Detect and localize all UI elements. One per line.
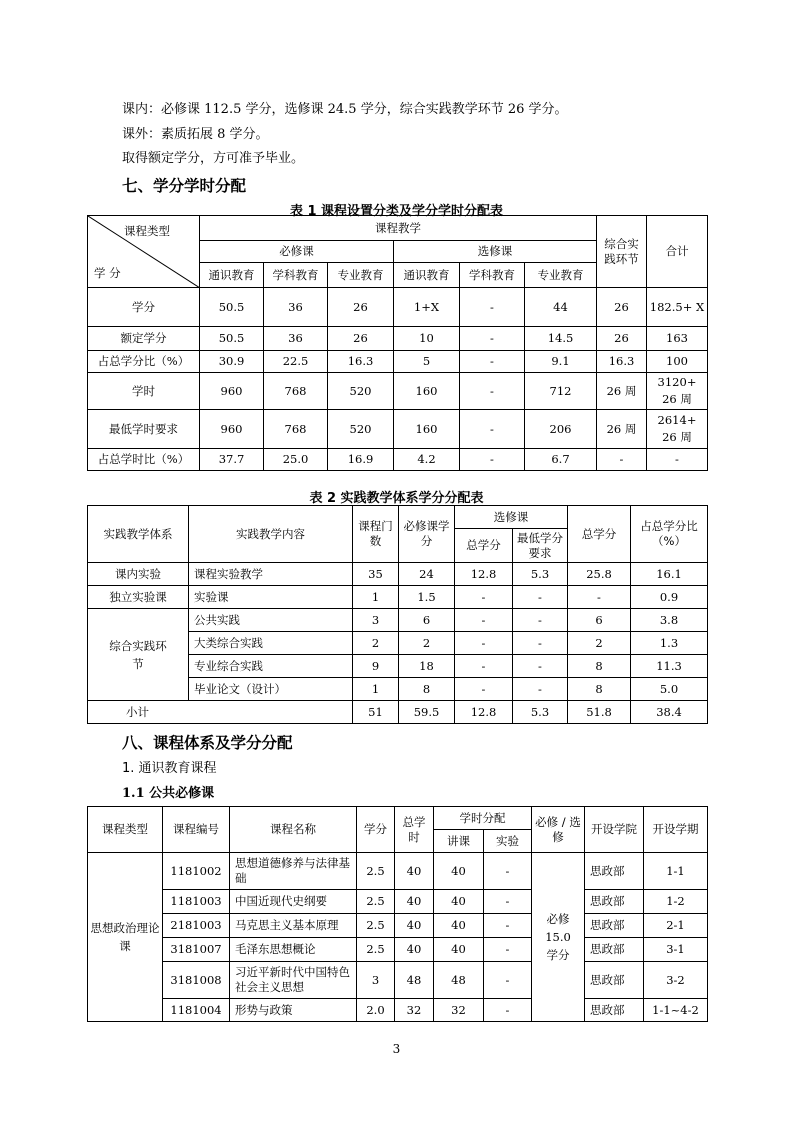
college-cell: 思政部 bbox=[585, 938, 644, 962]
credit-header: 学分 bbox=[357, 807, 395, 853]
cell: - bbox=[513, 678, 568, 701]
cell: 16.3 bbox=[597, 351, 647, 373]
lab-header: 实验 bbox=[484, 830, 532, 853]
cell: 2 bbox=[399, 632, 455, 655]
subheader: 专业教育 bbox=[328, 263, 394, 288]
content-cell: 课程实验教学 bbox=[189, 563, 353, 586]
course-teaching-header: 课程教学 bbox=[200, 216, 597, 241]
cell: 2.0 bbox=[357, 999, 395, 1022]
college-cell: 思政部 bbox=[585, 853, 644, 890]
section-8-heading: 八、课程体系及学分分配 bbox=[122, 734, 293, 752]
code-cell: 3181007 bbox=[163, 938, 230, 962]
cell: 2.5 bbox=[357, 853, 395, 890]
cell: 6 bbox=[399, 609, 455, 632]
cell: 960 bbox=[200, 373, 264, 410]
content-header: 实践教学内容 bbox=[189, 506, 353, 563]
code-cell: 1181004 bbox=[163, 999, 230, 1022]
cell: 3 bbox=[357, 962, 395, 999]
name-cell: 思想道德修养与法律基础 bbox=[230, 853, 357, 890]
content-cell: 大类综合实践 bbox=[189, 632, 353, 655]
cell: - bbox=[647, 449, 708, 471]
cell: 26 周 bbox=[597, 373, 647, 410]
cell: 2614+ 26 周 bbox=[647, 410, 708, 449]
total-header: 合计 bbox=[647, 216, 708, 288]
content-cell: 专业综合实践 bbox=[189, 655, 353, 678]
cell: 2 bbox=[568, 632, 631, 655]
cell: 51.8 bbox=[568, 701, 631, 724]
content-cell: 毕业论文（设计） bbox=[189, 678, 353, 701]
table-row bbox=[88, 327, 708, 351]
row-label: 占总学时比（%） bbox=[88, 449, 200, 471]
cell: 26 bbox=[328, 327, 394, 351]
table-row bbox=[88, 288, 708, 327]
cell: 35 bbox=[353, 563, 399, 586]
cell: 32 bbox=[434, 999, 484, 1022]
cell: - bbox=[484, 999, 532, 1022]
table-row bbox=[88, 449, 708, 471]
page-number: 3 bbox=[392, 1042, 401, 1056]
hours-header: 总学时 bbox=[395, 807, 434, 853]
req-cell bbox=[532, 853, 585, 1022]
table-row bbox=[88, 609, 708, 632]
cell: 25.8 bbox=[568, 563, 631, 586]
cell: 206 bbox=[525, 410, 597, 449]
row-label: 额定学分 bbox=[88, 327, 200, 351]
cell: 48 bbox=[395, 962, 434, 999]
subsection-1-heading: 1. 通识教育课程 bbox=[122, 761, 217, 776]
table-row bbox=[88, 853, 708, 890]
name-cell: 形势与政策 bbox=[230, 999, 357, 1022]
subheader: 学科教育 bbox=[460, 263, 525, 288]
credit-allocation-table bbox=[87, 215, 708, 471]
cell: 36 bbox=[264, 327, 328, 351]
code-cell: 3181008 bbox=[163, 962, 230, 999]
cell: 6 bbox=[568, 609, 631, 632]
elective-total-header: 总学分 bbox=[455, 529, 513, 563]
name-cell: 中国近现代史纲要 bbox=[230, 890, 357, 914]
subsection-1-1-heading: 1.1 公共必修课 bbox=[122, 786, 215, 801]
alloc-header: 学时分配 bbox=[434, 807, 532, 830]
name-cell: 毛泽东思想概论 bbox=[230, 938, 357, 962]
min-req-header: 最低学分要求 bbox=[513, 529, 568, 563]
cell: - bbox=[597, 449, 647, 471]
cell: - bbox=[460, 351, 525, 373]
cell: 12.8 bbox=[455, 563, 513, 586]
cell: 8 bbox=[568, 655, 631, 678]
table-1-caption: 表 1 课程设置分类及学分学时分配表 bbox=[289, 204, 504, 219]
name-cell: 马克思主义基本原理 bbox=[230, 914, 357, 938]
college-cell: 思政部 bbox=[585, 962, 644, 999]
cell: 40 bbox=[434, 853, 484, 890]
cell: 22.5 bbox=[264, 351, 328, 373]
cell: 16.3 bbox=[328, 351, 394, 373]
cell: 8 bbox=[568, 678, 631, 701]
cell: 5.3 bbox=[513, 563, 568, 586]
code-cell: 1181003 bbox=[163, 890, 230, 914]
college-cell: 思政部 bbox=[585, 914, 644, 938]
subheader: 专业教育 bbox=[525, 263, 597, 288]
cell: 24 bbox=[399, 563, 455, 586]
cell: 11.3 bbox=[631, 655, 708, 678]
cell: 26 bbox=[328, 288, 394, 327]
cell: 10 bbox=[394, 327, 460, 351]
cell: - bbox=[455, 609, 513, 632]
cell: 59.5 bbox=[399, 701, 455, 724]
cell: 16.9 bbox=[328, 449, 394, 471]
college-header: 开设学院 bbox=[585, 807, 644, 853]
type-header: 课程类型 bbox=[88, 807, 163, 853]
cell: 50.5 bbox=[200, 288, 264, 327]
cell: 9 bbox=[353, 655, 399, 678]
cell: - bbox=[455, 586, 513, 609]
cell: 1.3 bbox=[631, 632, 708, 655]
cell: 2.5 bbox=[357, 890, 395, 914]
corner-top-label: 课程类型 bbox=[124, 224, 170, 238]
cell: - bbox=[568, 586, 631, 609]
cell: - bbox=[484, 962, 532, 999]
table-row bbox=[88, 373, 708, 410]
cell: 40 bbox=[395, 914, 434, 938]
cell: 32 bbox=[395, 999, 434, 1022]
req-label: 必修 15.0 学分 bbox=[545, 912, 571, 962]
sum-header: 总学分 bbox=[568, 506, 631, 563]
table-row bbox=[88, 586, 708, 609]
cell: 40 bbox=[434, 890, 484, 914]
cell: 768 bbox=[264, 373, 328, 410]
cell: 18 bbox=[399, 655, 455, 678]
cell: 1 bbox=[353, 586, 399, 609]
cell: 40 bbox=[395, 890, 434, 914]
cell: 48 bbox=[434, 962, 484, 999]
cell: - bbox=[513, 609, 568, 632]
term-header: 开设学期 bbox=[644, 807, 708, 853]
name-header: 课程名称 bbox=[230, 807, 357, 853]
cell: 40 bbox=[434, 914, 484, 938]
table-row bbox=[88, 563, 708, 586]
row-label: 占总学分比（%） bbox=[88, 351, 200, 373]
practice-credit-table bbox=[87, 505, 708, 724]
lecture-header: 讲课 bbox=[434, 830, 484, 853]
corner-bottom-label: 学 分 bbox=[94, 266, 121, 280]
cell: 2 bbox=[353, 632, 399, 655]
cell: - bbox=[460, 288, 525, 327]
cell: 8 bbox=[399, 678, 455, 701]
cell: 26 bbox=[597, 327, 647, 351]
intro-line-3: 取得额定学分，方可准予毕业。 bbox=[122, 151, 305, 166]
course-type-label: 思想政治理论课 bbox=[90, 921, 160, 953]
content-cell: 实验课 bbox=[189, 586, 353, 609]
cell: 44 bbox=[525, 288, 597, 327]
cell: - bbox=[455, 632, 513, 655]
cell: 5 bbox=[394, 351, 460, 373]
code-cell: 1181002 bbox=[163, 853, 230, 890]
college-cell: 思政部 bbox=[585, 999, 644, 1022]
code-cell: 2181003 bbox=[163, 914, 230, 938]
cell: 160 bbox=[394, 373, 460, 410]
cell: 5.0 bbox=[631, 678, 708, 701]
term-cell: 1-1 bbox=[644, 853, 708, 890]
elective-header: 选修课 bbox=[455, 506, 568, 529]
cell: - bbox=[484, 938, 532, 962]
system-cell: 独立实验课 bbox=[88, 586, 189, 609]
term-cell: 1-2 bbox=[644, 890, 708, 914]
cell: 38.4 bbox=[631, 701, 708, 724]
cell: 2.5 bbox=[357, 938, 395, 962]
system-cell: 课内实验 bbox=[88, 563, 189, 586]
cell: 16.1 bbox=[631, 563, 708, 586]
table-row bbox=[88, 999, 708, 1022]
subheader: 学科教育 bbox=[264, 263, 328, 288]
cell: 51 bbox=[353, 701, 399, 724]
cell: - bbox=[460, 449, 525, 471]
table-row bbox=[88, 410, 708, 449]
term-cell: 1-1~4-2 bbox=[644, 999, 708, 1022]
college-cell: 思政部 bbox=[585, 890, 644, 914]
cell: 5.3 bbox=[513, 701, 568, 724]
cell: - bbox=[460, 410, 525, 449]
cell: 26 周 bbox=[597, 410, 647, 449]
system-header: 实践教学体系 bbox=[88, 506, 189, 563]
table-2-caption: 表 2 实践教学体系学分分配表 bbox=[309, 491, 484, 506]
system-cell-label: 综合实践环节 bbox=[109, 638, 167, 671]
required-credit-header: 必修课学分 bbox=[399, 506, 455, 563]
cell: - bbox=[484, 890, 532, 914]
section-7-heading: 七、学分学时分配 bbox=[122, 177, 247, 195]
cell: 520 bbox=[328, 373, 394, 410]
row-label: 学时 bbox=[88, 373, 200, 410]
cell: 1+X bbox=[394, 288, 460, 327]
row-label: 最低学时要求 bbox=[88, 410, 200, 449]
practice-header: 综合实践环节 bbox=[597, 216, 647, 288]
cell: - bbox=[460, 327, 525, 351]
term-cell: 3-1 bbox=[644, 938, 708, 962]
cell: 960 bbox=[200, 410, 264, 449]
table-row bbox=[88, 962, 708, 999]
cell: 160 bbox=[394, 410, 460, 449]
subheader: 通识教育 bbox=[200, 263, 264, 288]
cell: 100 bbox=[647, 351, 708, 373]
cell: 3 bbox=[353, 609, 399, 632]
required-header: 必修课 bbox=[200, 241, 394, 263]
term-cell: 3-2 bbox=[644, 962, 708, 999]
cell: 2.5 bbox=[357, 914, 395, 938]
cell: - bbox=[513, 655, 568, 678]
cell: 14.5 bbox=[525, 327, 597, 351]
cell: 50.5 bbox=[200, 327, 264, 351]
intro-line-2: 课外：素质拓展 8 学分。 bbox=[122, 127, 269, 142]
cell: - bbox=[484, 914, 532, 938]
cell: 25.0 bbox=[264, 449, 328, 471]
cell: 30.9 bbox=[200, 351, 264, 373]
cell: 6.7 bbox=[525, 449, 597, 471]
cell: 768 bbox=[264, 410, 328, 449]
req-header: 必修 / 选修 bbox=[532, 807, 585, 853]
code-header: 课程编号 bbox=[163, 807, 230, 853]
intro-line-1: 课内：必修课 112.5 学分，选修课 24.5 学分，综合实践教学环节 26 学分。 bbox=[122, 102, 568, 117]
cell: 26 bbox=[597, 288, 647, 327]
cell: 1.5 bbox=[399, 586, 455, 609]
table-row bbox=[88, 914, 708, 938]
cell: 3.8 bbox=[631, 609, 708, 632]
cell: 4.2 bbox=[394, 449, 460, 471]
system-cell bbox=[88, 609, 189, 701]
elective-header: 选修课 bbox=[394, 241, 597, 263]
subtotal-label: 小计 bbox=[88, 701, 353, 724]
content-cell: 公共实践 bbox=[189, 609, 353, 632]
corner-cell bbox=[88, 216, 200, 288]
cell: 9.1 bbox=[525, 351, 597, 373]
row-label: 学分 bbox=[88, 288, 200, 327]
cell: 40 bbox=[395, 938, 434, 962]
cell: 163 bbox=[647, 327, 708, 351]
cell: 40 bbox=[434, 938, 484, 962]
table-row bbox=[88, 890, 708, 914]
cell: - bbox=[513, 586, 568, 609]
cell: 36 bbox=[264, 288, 328, 327]
cell: 520 bbox=[328, 410, 394, 449]
count-header: 课程门数 bbox=[353, 506, 399, 563]
subtotal-row bbox=[88, 701, 708, 724]
table-row bbox=[88, 351, 708, 373]
cell: 182.5+ X bbox=[647, 288, 708, 327]
cell: 712 bbox=[525, 373, 597, 410]
cell: - bbox=[455, 678, 513, 701]
cell: - bbox=[460, 373, 525, 410]
table-row bbox=[88, 938, 708, 962]
ratio-header: 占总学分比（%） bbox=[631, 506, 708, 563]
cell: - bbox=[484, 853, 532, 890]
cell: 0.9 bbox=[631, 586, 708, 609]
cell: - bbox=[455, 655, 513, 678]
cell: 1 bbox=[353, 678, 399, 701]
subheader: 通识教育 bbox=[394, 263, 460, 288]
course-type-cell bbox=[88, 853, 163, 1022]
cell: - bbox=[513, 632, 568, 655]
public-required-course-table bbox=[87, 806, 708, 1022]
cell: 37.7 bbox=[200, 449, 264, 471]
cell: 40 bbox=[395, 853, 434, 890]
cell: 3120+ 26 周 bbox=[647, 373, 708, 410]
name-cell: 习近平新时代中国特色社会主义思想 bbox=[230, 962, 357, 999]
cell: 12.8 bbox=[455, 701, 513, 724]
term-cell: 2-1 bbox=[644, 914, 708, 938]
